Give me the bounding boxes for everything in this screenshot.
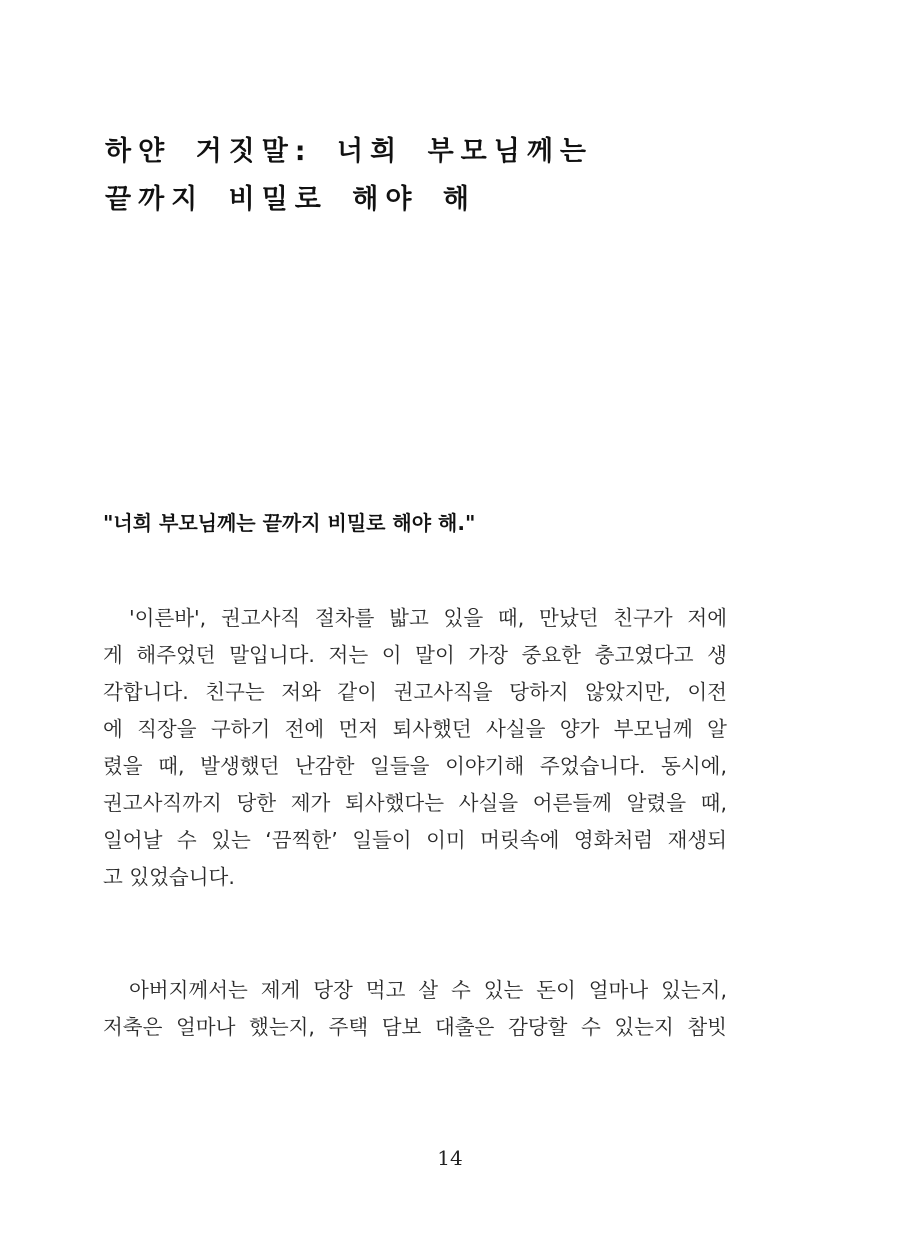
chapter-title-line: 하얀 거짓말: 너희 부모님께는 <box>105 136 593 167</box>
text-line: 고 있었습니다. <box>103 865 235 889</box>
text-line: 게 해주었던 말입니다. 저는 이 말이 가장 중요한 충고였다고 생 <box>103 643 727 667</box>
text-line: 렸을 때, 발생했던 난감한 일들을 이야기해 주었습니다. 동시에, <box>103 754 727 778</box>
text-line: 저축은 얼마나 했는지, 주택 담보 대출은 감당할 수 있는지 참빗 <box>103 1015 727 1039</box>
text-line: 각합니다. 친구는 저와 같이 권고사직을 당하지 않았지만, 이전 <box>103 680 727 704</box>
text-line: 일어날 수 있는 ‘끔찍한’ 일들이 이미 머릿속에 영화처럼 재생되 <box>103 828 727 852</box>
epigraph-quote: "너희 부모님께는 끝까지 비밀로 해야 해." <box>103 511 476 535</box>
text-line: 권고사직까지 당한 제가 퇴사했다는 사실을 어른들께 알렸을 때, <box>103 791 727 815</box>
body-paragraph <box>103 972 727 1046</box>
body-paragraph <box>103 600 727 896</box>
chapter-title <box>105 128 745 224</box>
text-line: '이른바', 권고사직 절차를 밟고 있을 때, 만났던 친구가 저에 <box>129 606 727 630</box>
chapter-title-line: 끝까지 비밀로 해야 해 <box>105 184 476 215</box>
page-number: 14 <box>437 1146 463 1170</box>
text-line: 에 직장을 구하기 전에 먼저 퇴사했던 사실을 양가 부모님께 알 <box>103 717 727 741</box>
text-line: 아버지께서는 제게 당장 먹고 살 수 있는 돈이 얼마나 있는지, <box>129 978 727 1002</box>
